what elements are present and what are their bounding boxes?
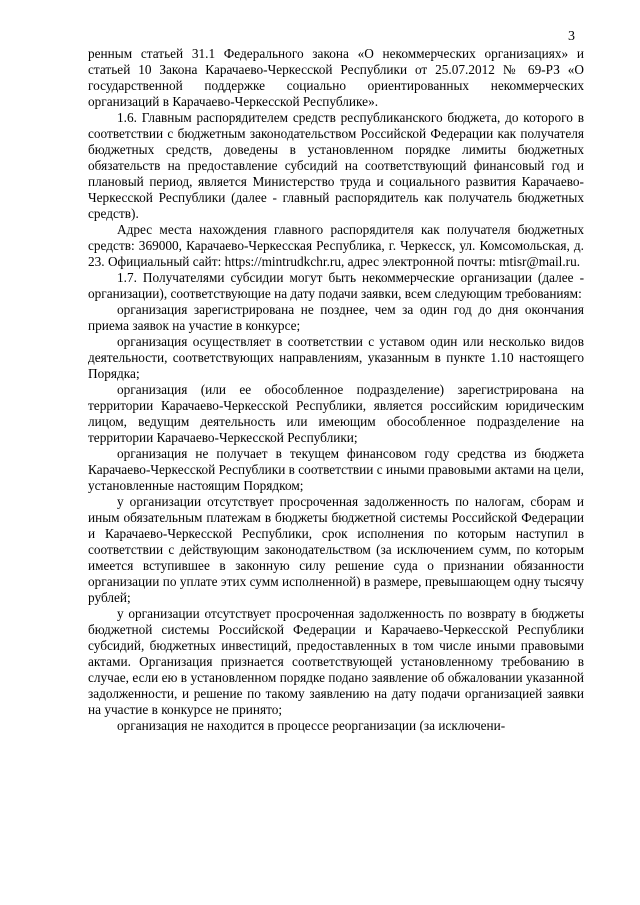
requirement-activity: организация осуществляет в соответствии с уставом один или несколько видов деятельности, соответствующих направлениям, указанным в пункте 1.10 настоящего Порядка; (88, 334, 584, 381)
document-body (88, 46, 584, 734)
requirement-registration: организация зарегистрирована не позднее, чем за один год до дня окончания приема заявок на участие в конкурсе; (88, 302, 584, 333)
requirement-no-subsidy-debt: у организации отсутствует просроченная задолженность по возврату в бюджеты бюджетной системы Российской Федерации и Карачаево-Черкесской Республики субсидий, бюджетных инвестиций, предоставленных в том числе иными правовыми актами. Организация признается соответствующей установленному требованию в случае, если ею в установленном порядке подано заявление об обжаловании указанной задолженности, и решение по такому заявлению на дату подачи организацией заявки на участие в конкурсе не принято; (88, 606, 584, 717)
paragraph-address: Адрес места нахождения главного распорядителя как получателя бюджетных средств: 369000, Карачаево-Черкесская Республика, г. Черкесск, ул. Комсомольская, д. 23. Официальный сайт: https://mintrudkchr.ru, адрес электронной почты: mtisr@mail.ru. (88, 222, 584, 269)
requirement-no-reorganization: организация не находится в процессе реорганизации (за исключени- (117, 718, 506, 733)
requirement-no-tax-debt: у организации отсутствует просроченная задолженность по налогам, сборам и иным обязательным платежам в бюджеты бюджетной системы Российской Федерации и Карачаево-Черкесской Республики, срок исполнения по которым наступил в соответствии с действующим законодательством (за исключением сумм, по которым имеется вступившее в законную силу решение суда о признании обязанности организации по уплате этих сумм исполненной) в размере, превышающем одну тысячу рублей; (88, 494, 584, 605)
requirement-territory: организация (или ее обособленное подразделение) зарегистрирована на территории Карачаево-Черкесской Республики, является российским юридическим лицом, ведущим деятельность или имеющим обособленное подразделение на территории Карачаево-Черкесской Республики; (88, 382, 584, 445)
paragraph-1-6-chief-administrator: 1.6. Главным распорядителем средств республиканского бюджета, до которого в соответствии с бюджетным законодательством Российской Федерации как получателя бюджетных средств, доведены в установленном порядке лимиты бюджетных обязательств на предоставление субсидий на соответствующий финансовый год и плановый период, является Министерство труда и социального развития Карачаево-Черкесской Республики (далее - главный распорядитель как получатель бюджетных средств). (88, 110, 584, 221)
paragraph-1-7-recipients: 1.7. Получателями субсидии могут быть некоммерческие организации (далее - организации), соответствующие на дату подачи заявки, всем следующим требованиям: (88, 270, 584, 301)
paragraph-continuation: ренным статьей 31.1 Федерального закона «О некоммерческих организациях» и статьей 10 Закона Карачаево-Черкесской Республики от 25.07.2012 № 69-РЗ «О государственной поддержке социально ориентированных некоммерческих организаций в Карачаево-Черкесской Республике». (88, 46, 584, 109)
requirement-no-other-funding: организация не получает в текущем финансовом году средства из бюджета Карачаево-Черкесской Республики в соответствии с иными правовыми актами на цели, установленные настоящим Порядком; (88, 446, 584, 493)
page-number: 3 (568, 29, 575, 44)
